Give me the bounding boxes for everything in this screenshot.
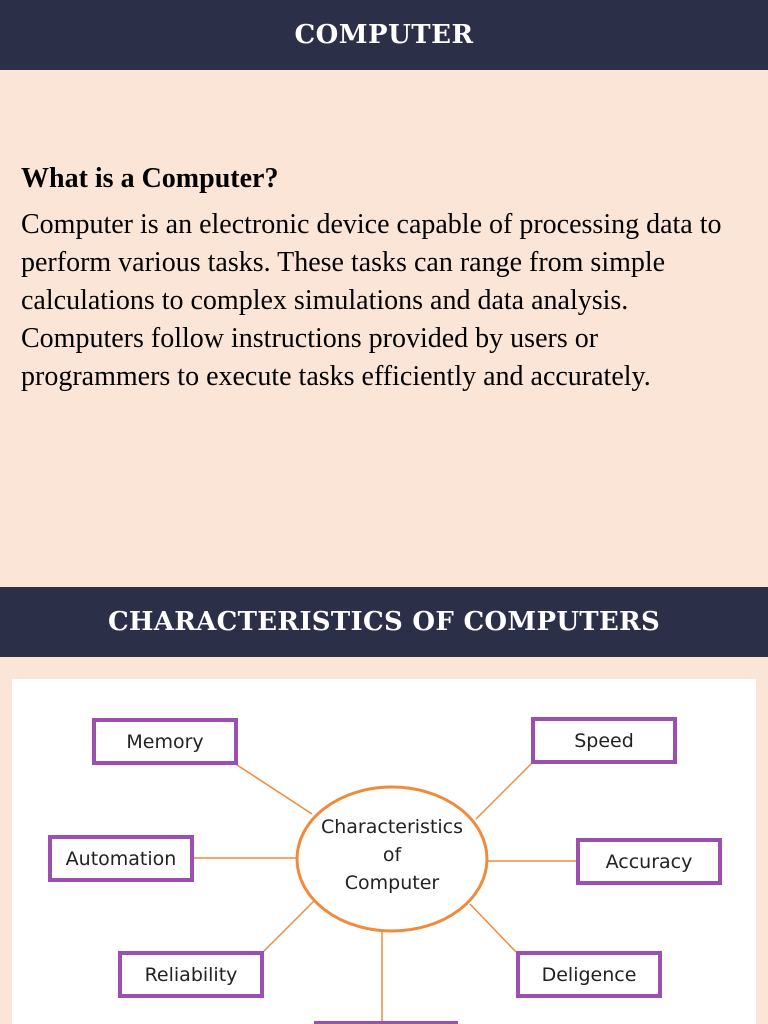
node-memory — [92, 718, 238, 765]
center-label-line1: Characteristics — [320, 816, 464, 838]
node-deligence-label: Deligence — [541, 963, 637, 986]
connector-deligence — [470, 904, 516, 952]
question-heading: What is a Computer? — [21, 163, 279, 194]
connector-memory — [234, 763, 312, 814]
center-label — [297, 813, 487, 897]
node-automation-label: Automation — [65, 847, 177, 870]
node-reliability — [118, 951, 264, 998]
header-banner — [0, 0, 768, 70]
page-title: COMPUTER — [294, 20, 474, 50]
node-deligence — [516, 951, 662, 998]
node-reliability-label: Reliability — [144, 963, 238, 986]
connector-speed — [476, 763, 532, 819]
center-label-line3: Computer — [344, 872, 440, 894]
node-automation — [48, 835, 194, 882]
section-title: CHARACTERISTICS OF COMPUTERS — [107, 607, 661, 637]
center-label-line2: of — [382, 844, 402, 866]
definition-paragraph: Computer is an electronic device capable of processing data to perform various tasks. These tasks can range from simple calculations to complex simulations and data analysis. Computers follow instructions provided by users or programmers to execute tasks efficiently and accurately. — [21, 209, 722, 392]
node-speed — [531, 717, 677, 764]
node-memory-label: Memory — [126, 730, 204, 753]
node-accuracy-label: Accuracy — [605, 850, 693, 873]
connector-reliability — [262, 901, 314, 953]
characteristics-diagram — [12, 679, 756, 1024]
node-accuracy — [576, 838, 722, 885]
section-banner — [0, 587, 768, 657]
node-speed-label: Speed — [574, 729, 634, 752]
